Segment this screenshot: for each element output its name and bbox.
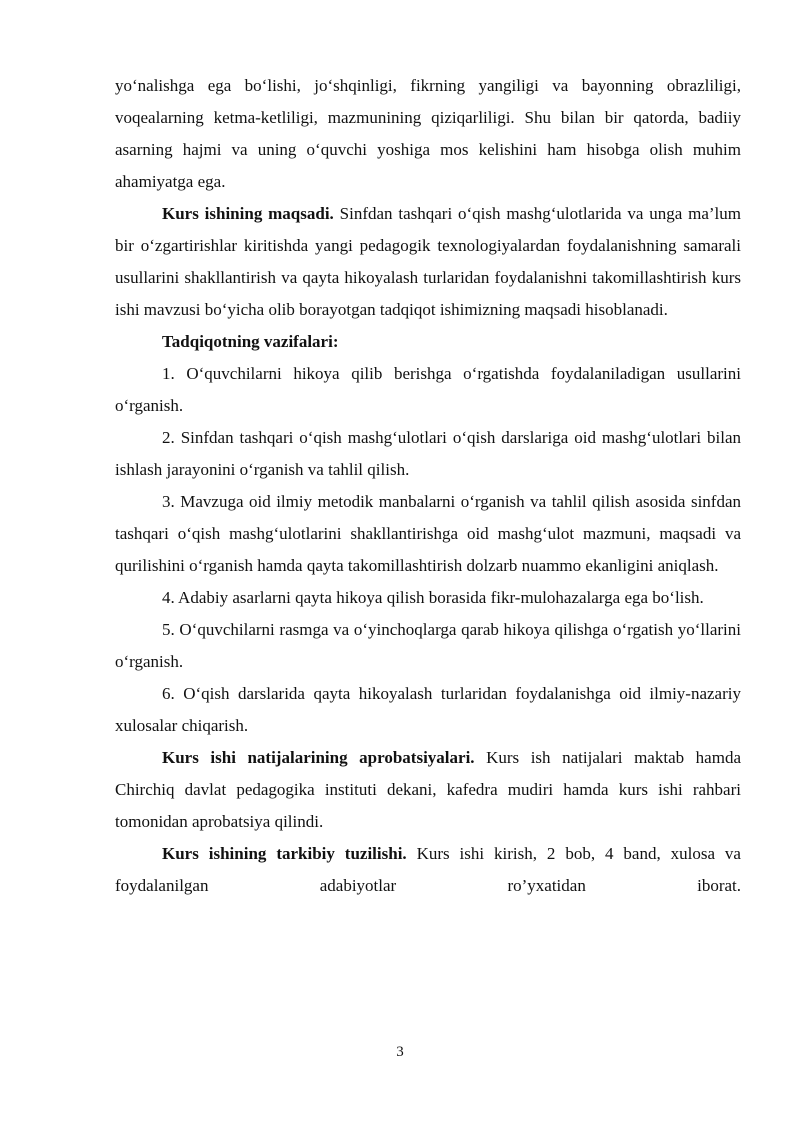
goal-heading: Kurs ishining maqsadi.: [162, 204, 334, 223]
task-item-1: 1. O‘quvchilarni hikoya qilib berishga o‘rgatishda foydalaniladigan usullarini o‘rganish.: [115, 364, 741, 415]
task-item-5: 5. O‘quvchilarni rasmga va o‘yinchoqlarga qarab hikoya qilishga o‘rgatish yo‘llarini o‘rganish.: [115, 620, 741, 671]
structure-heading: Kurs ishining tarkibiy tuzilishi.: [162, 844, 407, 863]
task-item-3: 3. Mavzuga oid ilmiy metodik manbalarni o‘rganish va tahlil qilish asosida sinfdan tashqari o‘qish mashg‘ulotlarini shakllantirishga oid mashg‘ulot mazmuni, maqsadi va qurilishini o‘rganish hamda qayta takomillashtirish dolzarb nuammo ekanligini aniqlash.: [115, 492, 741, 575]
tasks-heading: Tadqiqotning vazifalari:: [162, 332, 339, 351]
paragraph-goal: [115, 198, 741, 326]
approbation-text: Kurs ish natijalari maktab hamda Chirchiq davlat pedagogika instituti dekani, kafedra mudiri hamda kurs ishi rahbari tomonidan aprobatsiya qilindi.: [115, 748, 741, 831]
paragraph-approbation: [115, 742, 741, 838]
paragraph-structure: [115, 838, 741, 902]
task-item-6: 6. O‘qish darslarida qayta hikoyalash turlaridan foydalanishga oid ilmiy-nazariy xulosalar chiqarish.: [115, 684, 741, 735]
paragraph-intro-continuation: yo‘nalishga ega bo‘lishi, jo‘shqinligi, fikrning yangiligi va bayonning obrazliligi, voqealarning ketma-ketliligi, mazmunining qiziqarliligi. Shu bilan bir qatorda, badiiy asarning hajmi va uning o‘quvchi yoshiga mos kelishini ham hisobga olish muhim ahamiyatga ega.: [115, 76, 741, 191]
page-number: 3: [396, 1044, 404, 1060]
task-item-2: 2. Sinfdan tashqari o‘qish mashg‘ulotlari o‘qish darslariga oid mashg‘ulotlari bilan ishlash jarayonini o‘rganish va tahlil qilish.: [115, 428, 741, 479]
document-page: [115, 70, 741, 902]
tasks-heading-line: [115, 326, 741, 358]
structure-text: Kurs ishi kirish, 2 bob, 4 band, xulosa va foydalanilgan adabiyotlar ro’yxatidan iborat.: [115, 844, 741, 895]
task-item-4: 4. Adabiy asarlarni qayta hikoya qilish borasida fikr-mulohazalarga ega bo‘lish.: [162, 588, 704, 607]
approbation-heading: Kurs ishi natijalarining aprobatsiyalari.: [162, 748, 475, 767]
goal-text: Sinfdan tashqari o‘qish mashg‘ulotlarida va unga ma’lum bir o‘zgartirishlar kiritishda yangi pedagogik texnologiyalardan foydalanishning samarali usullarini shakllantirish va qayta hikoyalash turlaridan foydalanishni takomillashtirish kurs ishi mavzusi bo‘yicha olib borayotgan tadqiqot ishimizning maqsadi hisoblanadi.: [115, 204, 741, 319]
